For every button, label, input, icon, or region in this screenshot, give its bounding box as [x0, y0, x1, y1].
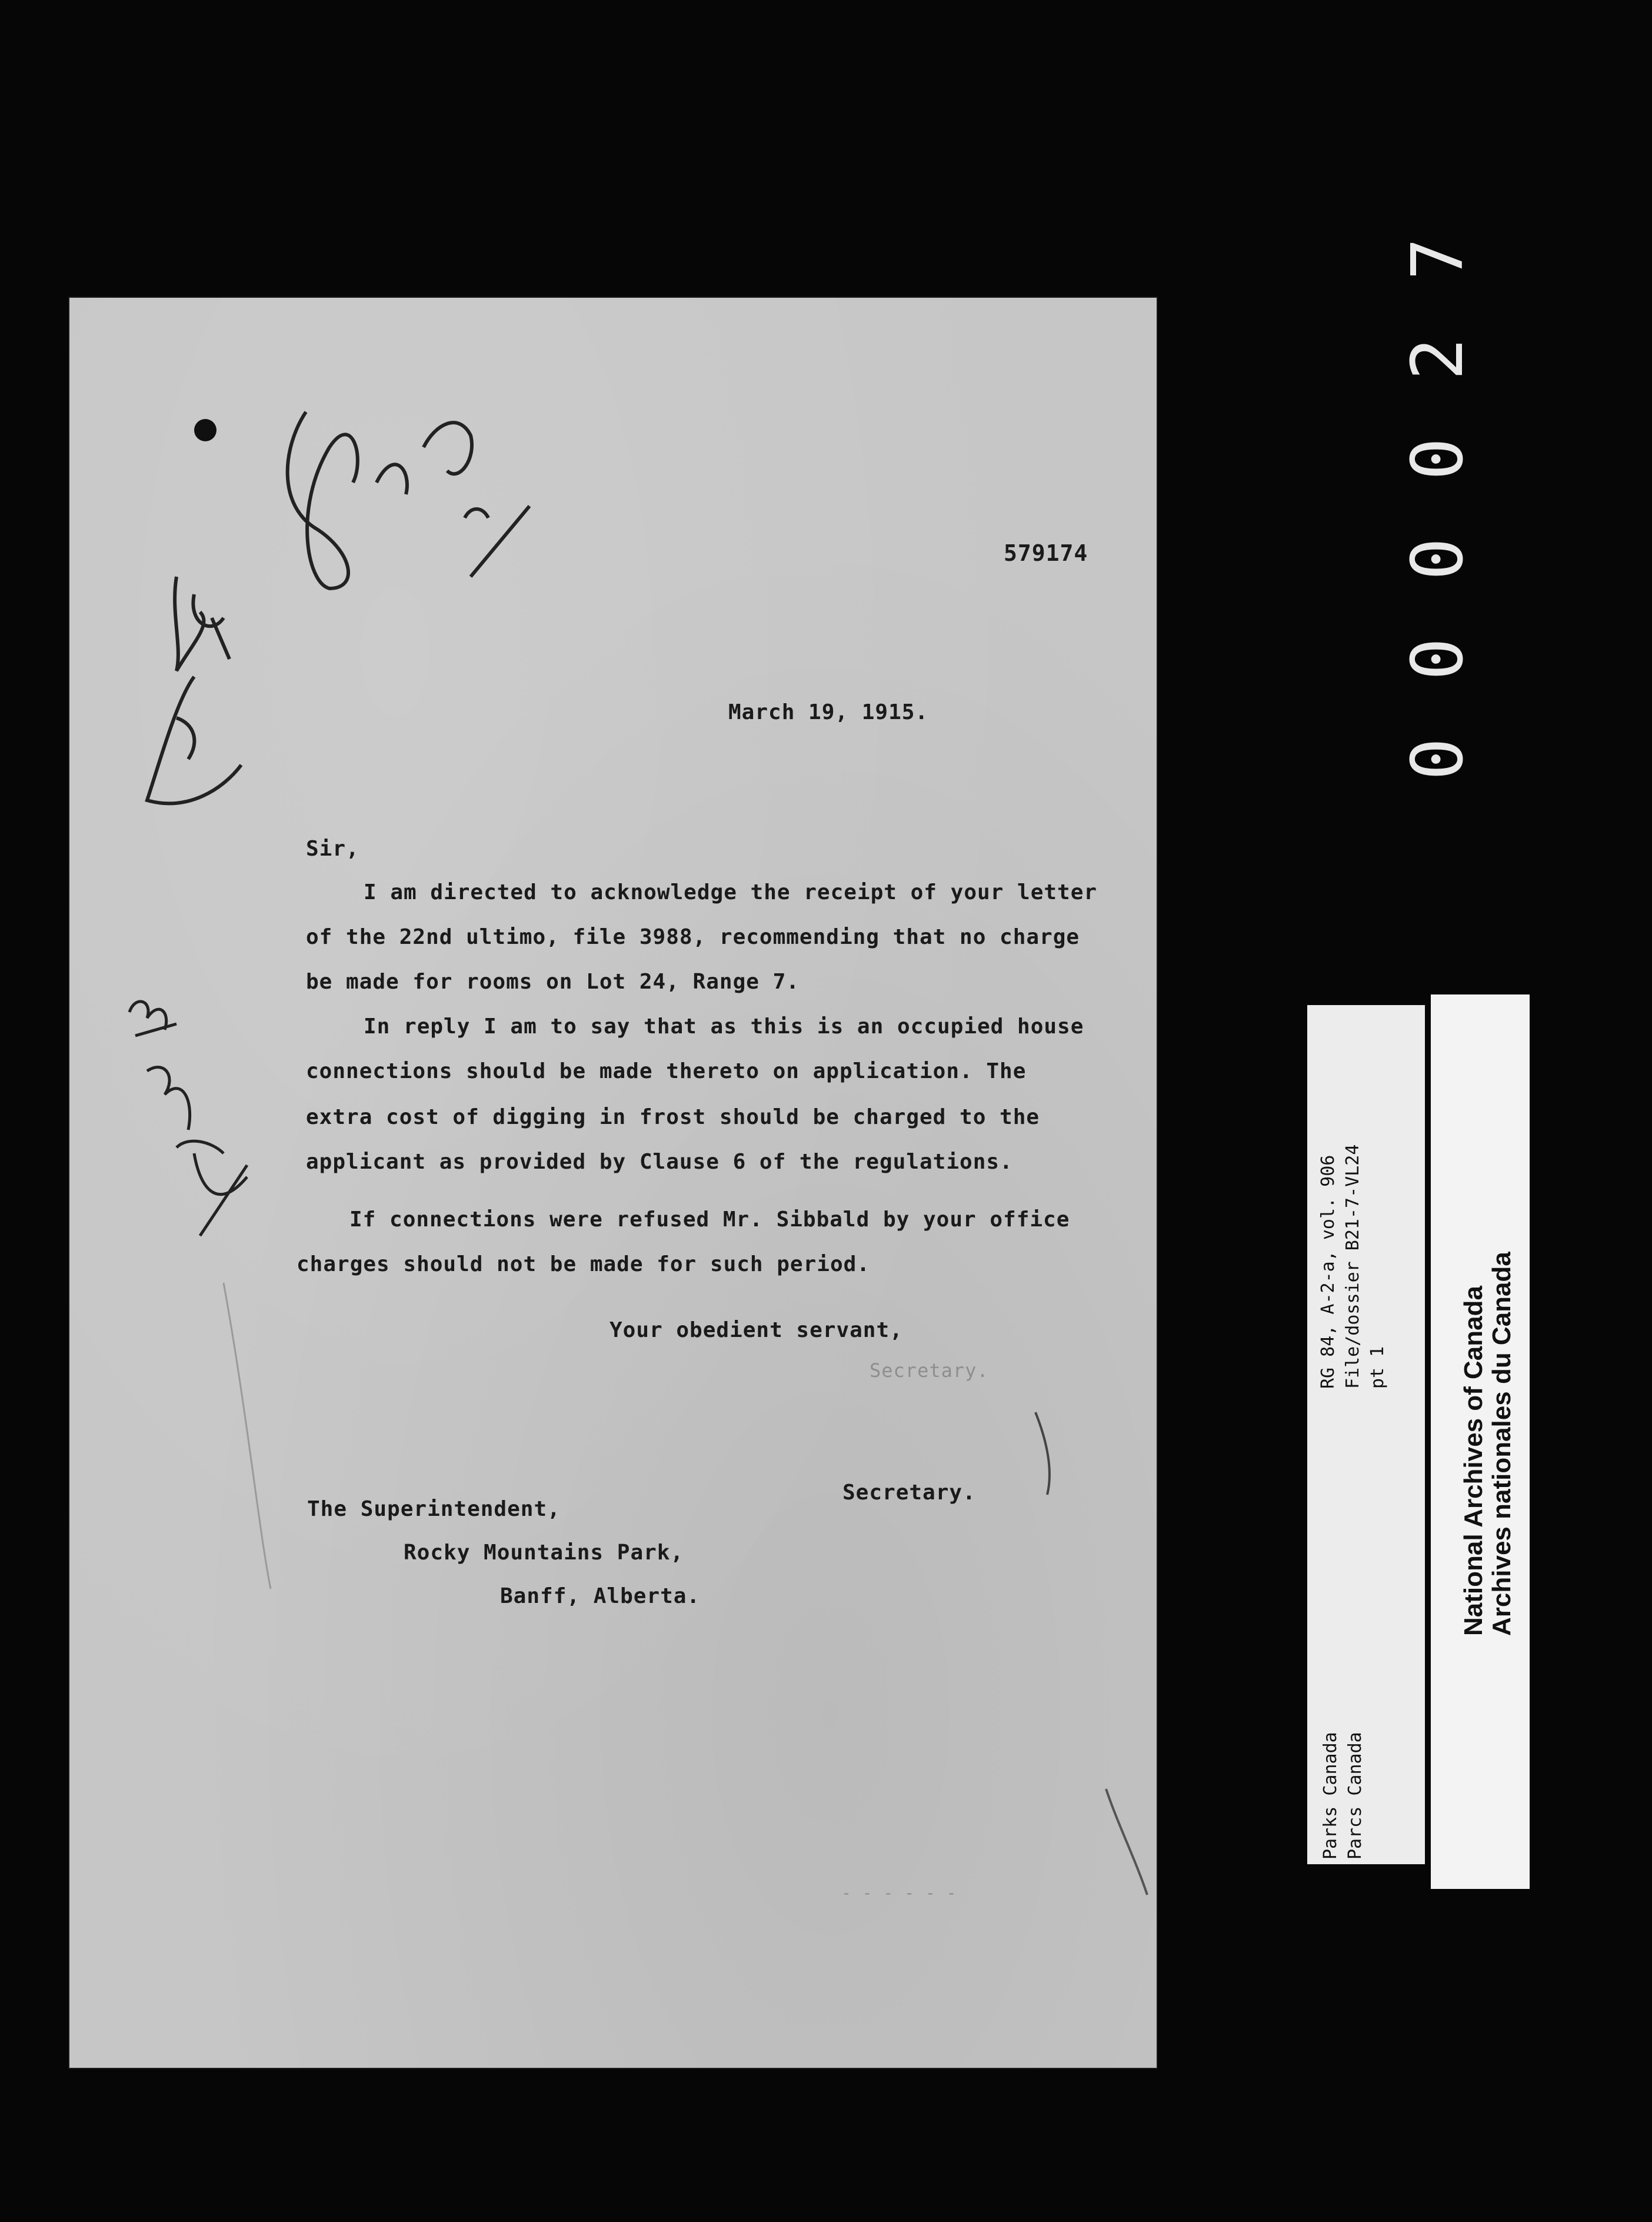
body-line: extra cost of digging in frost should be charged to the	[306, 1105, 1040, 1129]
faint-secretary: Secretary.	[870, 1359, 989, 1382]
frame-digit: 0	[1397, 637, 1479, 681]
handwritten-initials-left	[175, 577, 229, 671]
closing: Your obedient servant,	[609, 1318, 903, 1342]
signature-title: Secretary.	[842, 1481, 976, 1505]
addressee-line: Rocky Mountains Park,	[404, 1541, 684, 1565]
fonds-line: Parks Canada	[1320, 1732, 1341, 1860]
salutation: Sir,	[306, 837, 359, 861]
body-line: of the 22nd ultimo, file 3988, recommending that no charge	[306, 925, 1080, 949]
handwritten-check-left	[147, 677, 241, 803]
file-number: 579174	[1004, 540, 1088, 566]
body-line: connections should be made thereto on application. The	[306, 1059, 1027, 1083]
letter-date: March 19, 1915.	[728, 700, 929, 724]
pencil-stroke	[1106, 1789, 1147, 1895]
institution-name-fr: Archives nationales du Canada	[1487, 1252, 1516, 1636]
institution-name-en: National Archives of Canada	[1459, 1286, 1488, 1636]
handwritten-margin-note	[129, 1002, 247, 1236]
pencil-stroke	[1035, 1412, 1050, 1495]
addressee-line: The Superintendent,	[307, 1497, 561, 1521]
body-line: charges should not be made for such period.	[297, 1252, 870, 1276]
body-line: In reply I am to say that as this is an occupied house	[364, 1014, 1084, 1039]
frame-digit: 7	[1397, 237, 1479, 281]
reference-line: RG 84, A-2-a, vol. 906	[1318, 1155, 1338, 1389]
reference-line: File/dossier B21-7-VL24	[1343, 1144, 1363, 1389]
addressee-line: Banff, Alberta.	[500, 1584, 701, 1608]
pencil-stroke	[224, 1283, 271, 1589]
body-line: If connections were refused Mr. Sibbald by your office	[349, 1208, 1070, 1232]
frame-number	[1397, 224, 1479, 800]
body-line: I am directed to acknowledge the receipt of your letter	[364, 880, 1098, 904]
handwritten-initials-top	[288, 412, 529, 588]
frame-digit: 0	[1397, 737, 1479, 781]
body-line: be made for rooms on Lot 24, Range 7.	[306, 970, 800, 994]
reference-line: pt 1	[1367, 1346, 1388, 1389]
body-line: applicant as provided by Clause 6 of the regulations.	[306, 1150, 1013, 1174]
frame-digit: 0	[1397, 437, 1479, 481]
faint-stamp: - - - - - -	[841, 1883, 957, 1902]
fonds-line: Parcs Canada	[1345, 1732, 1365, 1860]
frame-digit: 2	[1397, 337, 1479, 381]
frame-digit: 0	[1397, 537, 1479, 581]
